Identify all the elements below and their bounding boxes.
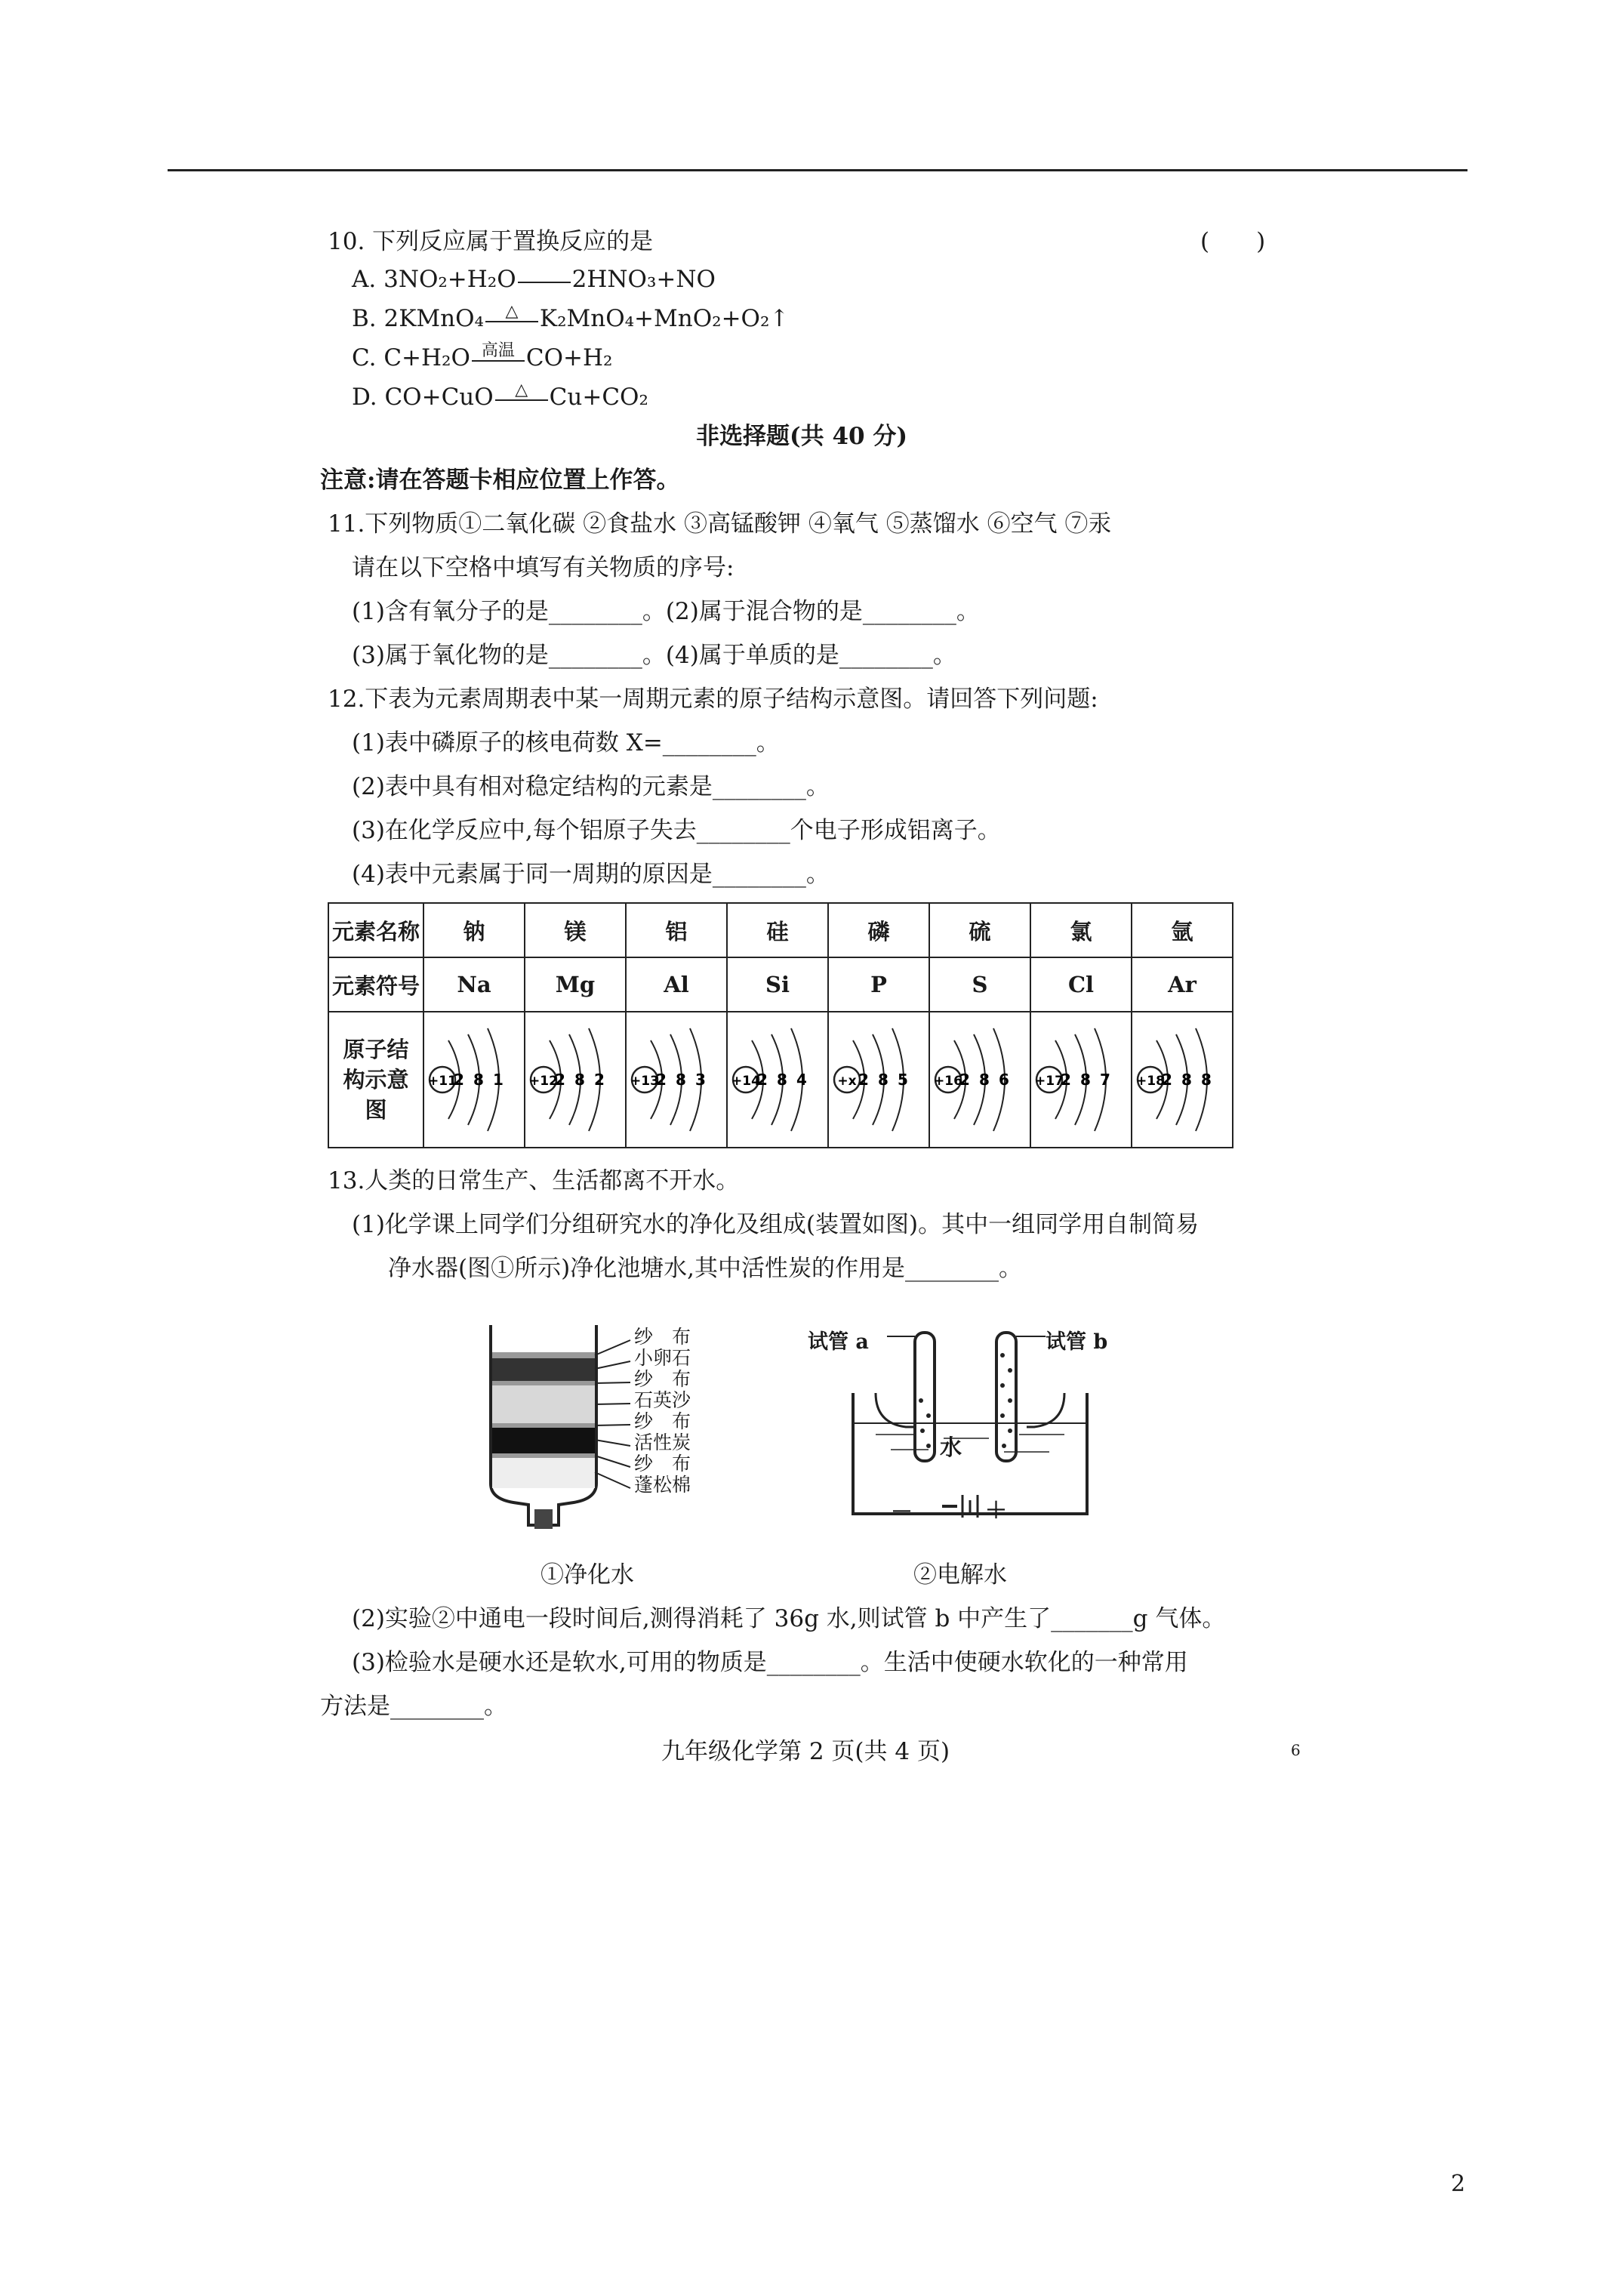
atom-diagram [929, 1012, 1030, 1148]
element-name: 氯 [1030, 903, 1132, 957]
element-name: 铝 [626, 903, 727, 957]
q12-p4: (4)表中元素属于同一周期的原因是________。 [352, 861, 830, 888]
q11-line1: (1)含有氧分子的是________。(2)属于混合物的是________。 [352, 598, 980, 625]
top-rule [168, 169, 1467, 171]
electron-count: 8 [676, 1071, 686, 1089]
q13-p1a: (1)化学课上同学们分组研究水的净化及组成(装置如图)。其中一组同学用自制简易 [352, 1211, 1200, 1238]
electron-count: 2 [1061, 1071, 1071, 1089]
arrow-d: △ [495, 387, 548, 410]
q11-instr: 请在以下空格中填写有关物质的序号: [352, 554, 735, 581]
nucleus-charge: +14 [731, 1074, 760, 1089]
element-symbol: Cl [1030, 957, 1132, 1012]
electron-count: 6 [999, 1071, 1009, 1089]
atom-diagram [828, 1012, 929, 1148]
minus-sign: － [891, 1499, 913, 1524]
fig2-caption: ②电解水 [913, 1561, 1007, 1589]
electron-count: 8 [1080, 1071, 1091, 1089]
electron-count: 8 [1201, 1071, 1212, 1089]
element-name: 磷 [828, 903, 929, 957]
electron-count: 1 [493, 1071, 504, 1089]
header-element-name: 元素名称 [328, 903, 423, 957]
option-c-reactants: C. C+H₂O [352, 344, 470, 371]
atom-svg [628, 1019, 725, 1140]
q13-p1b: 净水器(图①所示)净化池塘水,其中活性炭的作用是________。 [388, 1255, 1023, 1282]
option-b-products: K₂MnO₄+MnO₂+O₂↑ [539, 305, 790, 332]
atom-svg [1033, 1019, 1129, 1140]
q10-stem: 10. 下列反应属于置换反应的是 [328, 228, 654, 255]
nucleus-charge: +16 [934, 1074, 962, 1089]
footer-mark: 6 [1291, 1741, 1301, 1759]
q11-line2: (3)属于氧化物的是________。(4)属于单质的是________。 [352, 642, 956, 669]
atom-diagram [423, 1012, 525, 1148]
q12-p1: (1)表中磷原子的核电荷数 X=________。 [352, 729, 780, 757]
atom-diagram [1132, 1012, 1233, 1148]
q10-option-d [352, 382, 648, 412]
element-name: 氩 [1132, 903, 1233, 957]
plus-sign: ＋ [985, 1497, 1008, 1523]
electron-count: 8 [979, 1071, 990, 1089]
q10-option-c [352, 343, 612, 373]
q12-p2: (2)表中具有相对稳定结构的元素是________。 [352, 773, 830, 800]
electron-count: 7 [1100, 1071, 1110, 1089]
option-a-reactants: A. 3NO₂+H₂O [352, 266, 516, 293]
element-symbol: Si [727, 957, 828, 1012]
filter-label: 纱 布 [634, 1410, 691, 1432]
electron-count: 8 [1181, 1071, 1192, 1089]
filter-label: 蓬松棉 [634, 1474, 691, 1496]
element-symbol: P [828, 957, 929, 1012]
atom-svg [527, 1019, 624, 1140]
atom-diagram [525, 1012, 626, 1148]
electron-count: 2 [959, 1071, 970, 1089]
q13-p2: (2)实验②中通电一段时间后,测得消耗了 36g 水,则试管 b 中产生了_______g 气体。 [352, 1605, 1226, 1632]
element-symbol: Na [423, 957, 525, 1012]
electron-count: 2 [757, 1071, 768, 1089]
element-name: 钠 [423, 903, 525, 957]
page-footer: 九年级化学第 2 页(共 4 页) [661, 1738, 950, 1765]
electron-count: 8 [574, 1071, 585, 1089]
electron-count: 3 [695, 1071, 706, 1089]
electron-count: 8 [777, 1071, 787, 1089]
q12-stem: 12.下表为元素周期表中某一周期元素的原子结构示意图。请回答下列问题: [328, 686, 1098, 713]
option-d-products: Cu+CO₂ [549, 384, 648, 411]
atom-svg [426, 1019, 522, 1140]
element-symbol: Al [626, 957, 727, 1012]
nucleus-charge: +11 [428, 1074, 457, 1089]
arrow-c: 高温 [472, 348, 525, 371]
answer-paren: ( ) [1200, 228, 1266, 255]
nucleus-charge: +12 [529, 1074, 558, 1089]
q10-option-a [352, 264, 716, 294]
atom-svg [830, 1019, 927, 1140]
q11-stem: 11.下列物质①二氧化碳 ②食盐水 ③高锰酸钾 ④氧气 ⑤蒸馏水 ⑥空气 ⑦汞 [328, 510, 1112, 538]
atom-svg [1134, 1019, 1230, 1140]
q13-p3b: 方法是________。 [320, 1693, 507, 1720]
page-number: 2 [1451, 2171, 1466, 2197]
option-b-reactants: B. 2KMnO₄ [352, 305, 484, 332]
electron-count: 2 [454, 1071, 464, 1089]
atom-diagram [727, 1012, 828, 1148]
nucleus-charge: +13 [630, 1074, 659, 1089]
nucleus-charge: +18 [1136, 1074, 1165, 1089]
element-symbol: Mg [525, 957, 626, 1012]
atom-diagram [1030, 1012, 1132, 1148]
electron-count: 8 [473, 1071, 484, 1089]
nucleus-charge: +17 [1035, 1074, 1064, 1089]
option-d-reactants: D. CO+CuO [352, 384, 494, 411]
electron-count: 2 [1162, 1071, 1172, 1089]
electron-count: 2 [656, 1071, 667, 1089]
element-name: 镁 [525, 903, 626, 957]
q13-p3a: (3)检验水是硬水还是软水,可用的物质是________。生活中使硬水软化的一种常用 [352, 1649, 1188, 1676]
tube-a-label: 试管 a [808, 1330, 869, 1354]
q12-p3: (3)在化学反应中,每个铝原子失去________个电子形成铝离子。 [352, 817, 1001, 844]
atom-svg [729, 1019, 826, 1140]
arrow-b: △ [485, 309, 538, 331]
water-label: 水 [940, 1435, 962, 1460]
element-table [328, 902, 1233, 1148]
element-symbol: S [929, 957, 1030, 1012]
element-name: 硫 [929, 903, 1030, 957]
atom-diagram [626, 1012, 727, 1148]
electron-count: 8 [878, 1071, 888, 1089]
atom-svg [932, 1019, 1028, 1140]
electron-count: 2 [555, 1071, 565, 1089]
option-c-products: CO+H₂ [525, 344, 613, 371]
filter-label: 小卵石 [634, 1347, 691, 1369]
purifier-figure [468, 1310, 755, 1536]
element-name: 硅 [727, 903, 828, 957]
electron-count: 2 [594, 1071, 605, 1089]
electron-count: 5 [898, 1071, 908, 1089]
electron-count: 4 [796, 1071, 807, 1089]
element-symbol: Ar [1132, 957, 1233, 1012]
notice: 注意:请在答题卡相应位置上作答。 [320, 467, 680, 494]
fig1-caption: ①净化水 [540, 1561, 634, 1589]
q10-option-b [352, 301, 790, 334]
nucleus-charge: +x [837, 1074, 857, 1089]
option-a-products: 2HNO₃+NO [571, 266, 716, 293]
electron-count: 2 [858, 1071, 869, 1089]
filter-label: 石英沙 [634, 1389, 691, 1411]
section-title: 非选择题(共 40 分) [696, 423, 908, 450]
filter-label-list [634, 1327, 691, 1496]
q13-stem: 13.人类的日常生产、生活都离不开水。 [328, 1167, 740, 1194]
filter-label: 纱 布 [634, 1326, 691, 1348]
filter-label: 纱 布 [634, 1453, 691, 1475]
arrow-a [518, 270, 571, 292]
filter-label: 纱 布 [634, 1368, 691, 1390]
header-element-symbol: 元素符号 [328, 957, 423, 1012]
tube-b-label: 试管 b [1046, 1330, 1108, 1354]
filter-label: 活性炭 [634, 1432, 691, 1453]
header-atomic-structure: 原子结构示意图 [328, 1012, 423, 1148]
